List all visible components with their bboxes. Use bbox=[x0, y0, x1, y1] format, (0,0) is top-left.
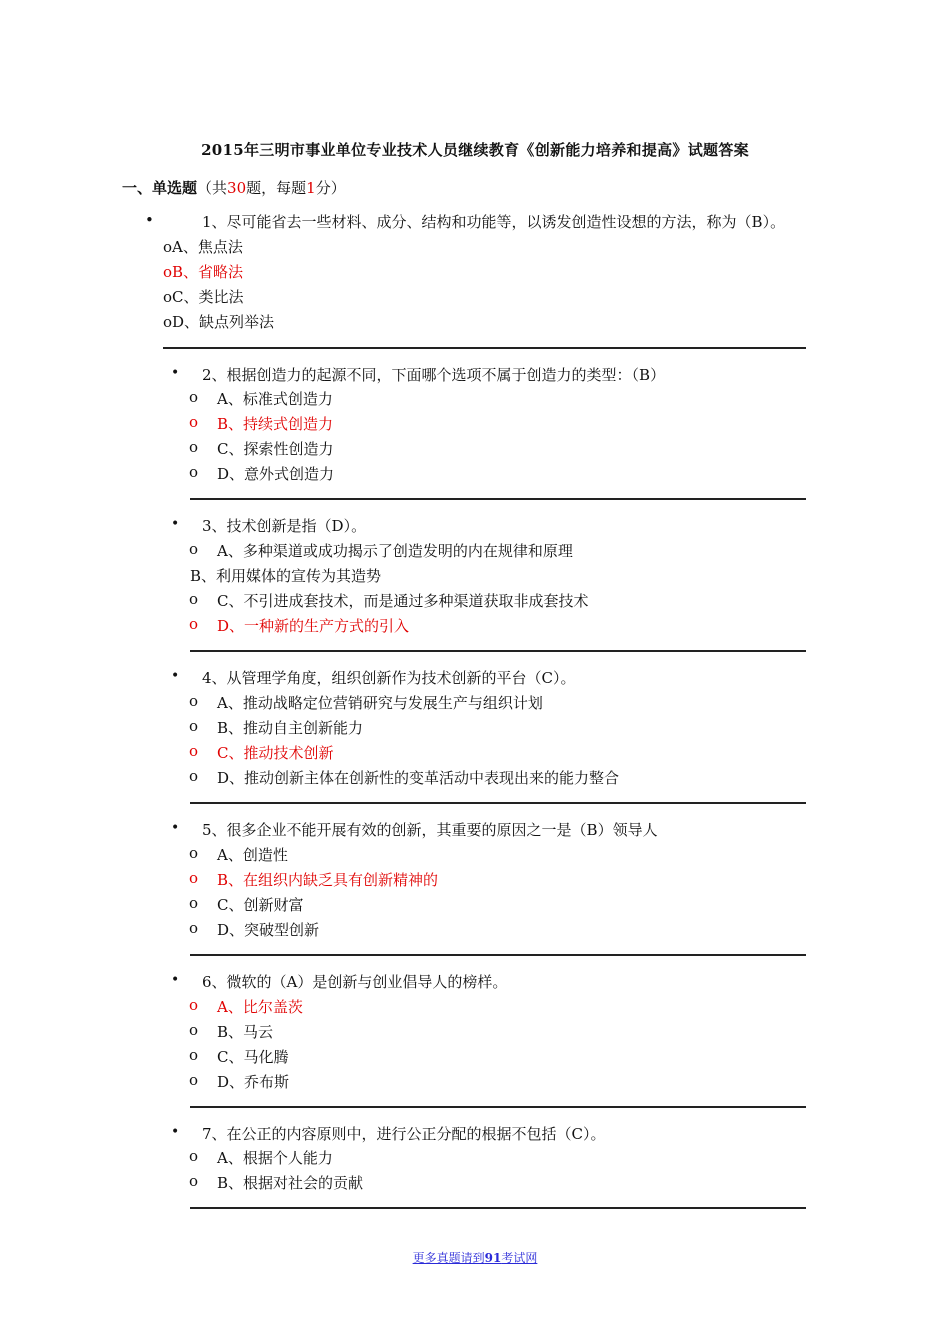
bullet-icon: • bbox=[171, 365, 180, 381]
option-d: D、乔布斯 bbox=[217, 1073, 290, 1091]
section-title: 一、单选题 bbox=[122, 179, 198, 197]
circle-bullet-icon: o bbox=[163, 313, 173, 331]
option-d: D、突破型创新 bbox=[217, 921, 320, 939]
bullet-icon: • bbox=[145, 211, 154, 229]
section-heading bbox=[122, 177, 346, 198]
option-c: C、探索性创造力 bbox=[217, 440, 334, 458]
question-text: 7、在公正的内容原则中，进行公正分配的根据不包括（C）。 bbox=[202, 1125, 606, 1143]
option-a-correct: A、比尔盖茨 bbox=[217, 998, 303, 1016]
circle-bullet-icon: o bbox=[189, 1021, 199, 1039]
section-note-prefix: （共 bbox=[197, 179, 228, 197]
question-count: 30 bbox=[227, 179, 247, 197]
option-a: A、创造性 bbox=[217, 846, 288, 864]
circle-bullet-icon: o bbox=[189, 844, 199, 862]
section-note-suffix: 分） bbox=[315, 179, 346, 197]
question-text: 1、尽可能省去一些材料、成分、结构和功能等，以诱发创造性设想的方法，称为（B）。 bbox=[202, 213, 786, 231]
divider bbox=[190, 1106, 806, 1108]
divider bbox=[163, 347, 806, 349]
circle-bullet-icon: o bbox=[189, 438, 199, 456]
option-b: B、利用媒体的宣传为其造势 bbox=[190, 567, 382, 585]
circle-bullet-icon: o bbox=[189, 996, 199, 1014]
page-title: 2015年三明市事业单位专业技术人员继续教育《创新能力培养和提高》试题答案 bbox=[201, 141, 749, 159]
circle-bullet-icon: o bbox=[189, 615, 199, 633]
circle-bullet-icon: o bbox=[189, 1071, 199, 1089]
option-text: A、焦点法 bbox=[172, 238, 243, 256]
points-per-question: 1 bbox=[306, 179, 316, 197]
bullet-icon: • bbox=[171, 972, 180, 988]
divider bbox=[190, 954, 806, 956]
circle-bullet-icon: o bbox=[189, 463, 199, 481]
option-b: B、根据对社会的贡献 bbox=[217, 1174, 364, 1192]
bullet-icon: • bbox=[171, 820, 180, 836]
circle-bullet-icon: o bbox=[189, 1172, 199, 1190]
question-text: 4、从管理学角度，组织创新作为技术创新的平台（C）。 bbox=[202, 669, 576, 687]
circle-bullet-icon: o bbox=[189, 1046, 199, 1064]
footer-link[interactable] bbox=[0, 1249, 950, 1266]
footer-link-text[interactable]: 更多真题请到 bbox=[412, 1251, 485, 1265]
circle-bullet-icon: o bbox=[189, 742, 199, 760]
circle-bullet-icon: o bbox=[189, 894, 199, 912]
footer-link-number[interactable]: 91 bbox=[484, 1251, 502, 1265]
circle-bullet-icon: o bbox=[163, 263, 173, 281]
option-b-correct bbox=[163, 261, 243, 282]
option-c: C、不引进成套技术，而是通过多种渠道获取非成套技术 bbox=[217, 592, 589, 610]
option-b: B、马云 bbox=[217, 1023, 274, 1041]
bullet-icon: • bbox=[171, 516, 180, 532]
option-d: D、推动创新主体在创新性的变革活动中表现出来的能力整合 bbox=[217, 769, 620, 787]
circle-bullet-icon: o bbox=[189, 692, 199, 710]
circle-bullet-icon: o bbox=[189, 717, 199, 735]
option-b-correct: B、持续式创造力 bbox=[217, 415, 334, 433]
option-a: A、推动战略定位营销研究与发展生产与组织计划 bbox=[217, 694, 543, 712]
circle-bullet-icon: o bbox=[163, 238, 173, 256]
circle-bullet-icon: o bbox=[189, 540, 199, 558]
bullet-icon: • bbox=[171, 1124, 180, 1140]
option-text: C、类比法 bbox=[172, 288, 244, 306]
option-d-correct: D、一种新的生产方式的引入 bbox=[217, 617, 410, 635]
option-a: A、标准式创造力 bbox=[217, 390, 333, 408]
circle-bullet-icon: o bbox=[189, 413, 199, 431]
option-c: C、马化腾 bbox=[217, 1048, 289, 1066]
question-text: 5、很多企业不能开展有效的创新，其重要的原因之一是（B）领导人 bbox=[202, 821, 658, 839]
option-text: D、缺点列举法 bbox=[172, 313, 275, 331]
option-a: A、多种渠道或成功揭示了创造发明的内在规律和原理 bbox=[217, 542, 573, 560]
option-text: B、省略法 bbox=[172, 263, 244, 281]
divider bbox=[190, 498, 806, 500]
circle-bullet-icon: o bbox=[189, 767, 199, 785]
option-d: D、意外式创造力 bbox=[217, 465, 335, 483]
divider bbox=[190, 1207, 806, 1209]
circle-bullet-icon: o bbox=[189, 388, 199, 406]
divider bbox=[190, 650, 806, 652]
option-b: B、推动自主创新能力 bbox=[217, 719, 364, 737]
option-d bbox=[163, 311, 274, 332]
circle-bullet-icon: o bbox=[189, 1147, 199, 1165]
circle-bullet-icon: o bbox=[189, 869, 199, 887]
question-text: 3、技术创新是指（D）。 bbox=[202, 517, 367, 535]
circle-bullet-icon: o bbox=[189, 590, 199, 608]
option-a: A、根据个人能力 bbox=[217, 1149, 333, 1167]
option-c bbox=[163, 286, 244, 307]
circle-bullet-icon: o bbox=[163, 288, 173, 306]
option-a bbox=[163, 236, 243, 257]
option-b-correct: B、在组织内缺乏具有创新精神的 bbox=[217, 871, 439, 889]
footer-link-site[interactable]: 考试网 bbox=[501, 1251, 538, 1265]
bullet-icon: • bbox=[171, 668, 180, 684]
divider bbox=[190, 802, 806, 804]
question-text: 6、微软的（A）是创新与创业倡导人的榜样。 bbox=[202, 973, 508, 991]
circle-bullet-icon: o bbox=[189, 919, 199, 937]
section-note-mid: 题，每题 bbox=[246, 179, 307, 197]
option-c-correct: C、推动技术创新 bbox=[217, 744, 334, 762]
question-text: 2、根据创造力的起源不同，下面哪个选项不属于创造力的类型：（B） bbox=[202, 366, 666, 384]
option-c: C、创新财富 bbox=[217, 896, 304, 914]
